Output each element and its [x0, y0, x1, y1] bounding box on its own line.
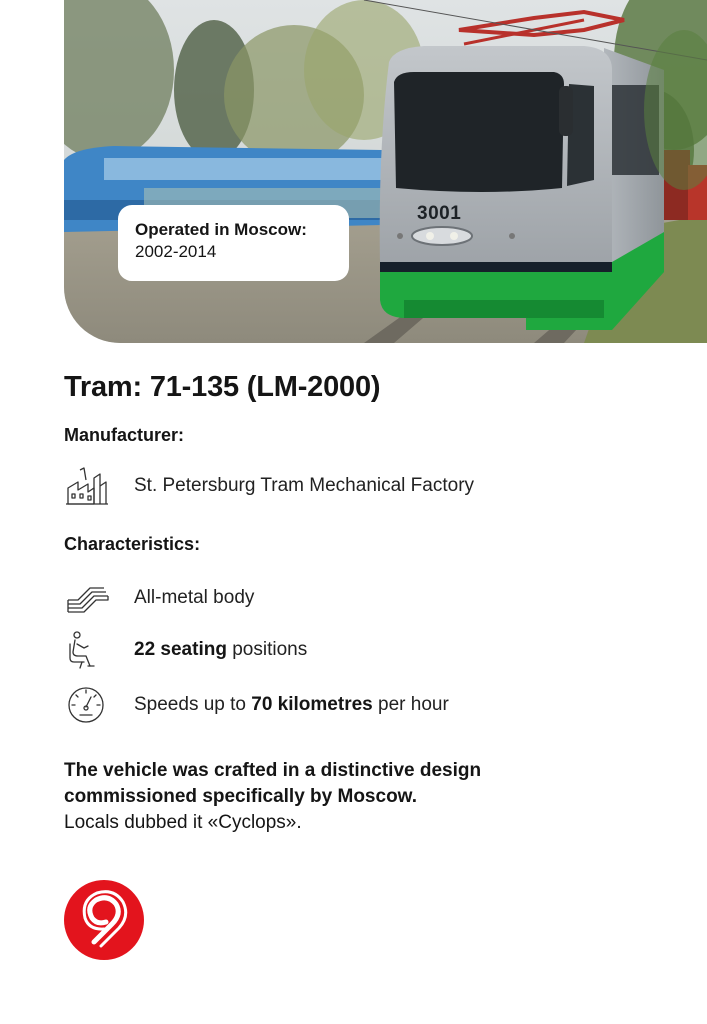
speedometer-icon [64, 683, 120, 727]
design-note-line-2: commissioned specifically by Moscow. [64, 786, 418, 807]
design-note-line-3: Locals dubbed it «Cyclops». [64, 812, 302, 833]
metal-sheets-icon [64, 576, 120, 620]
design-note [64, 758, 624, 836]
tram-title: Tram: 71-135 (LM-2000) [64, 371, 381, 403]
operation-period-card [118, 205, 349, 281]
factory-icon [64, 464, 120, 508]
characteristic-body-text: All-metal body [134, 587, 255, 608]
design-note-line-1: The vehicle was crafted in a distinctive design [64, 760, 482, 781]
characteristic-body-row [64, 576, 254, 620]
speed-prefix: Speeds up to [134, 694, 252, 715]
operation-period-value: 2002-2014 [135, 242, 217, 261]
brand-logo-icon [64, 880, 144, 960]
manufacturer-name: St. Petersburg Tram Mechanical Factory [134, 475, 475, 496]
manufacturer-row [64, 464, 474, 508]
characteristic-speed-text [134, 694, 449, 716]
tram-number: 3001 [417, 203, 462, 224]
manufacturer-heading: Manufacturer: [64, 425, 185, 445]
seating-suffix: positions [226, 639, 308, 660]
hero-photo [64, 0, 707, 343]
characteristics-heading: Characteristics: [64, 534, 201, 554]
characteristic-seating-text [134, 639, 307, 661]
speed-suffix: per hour [372, 694, 449, 715]
operation-period-label: Operated in Moscow: [135, 220, 307, 239]
seat-icon [64, 628, 120, 672]
characteristic-speed-row [64, 683, 449, 727]
speed-value: 70 kilometres [251, 694, 373, 715]
seating-count: 22 seating [134, 639, 227, 660]
characteristic-seating-row [64, 628, 307, 672]
